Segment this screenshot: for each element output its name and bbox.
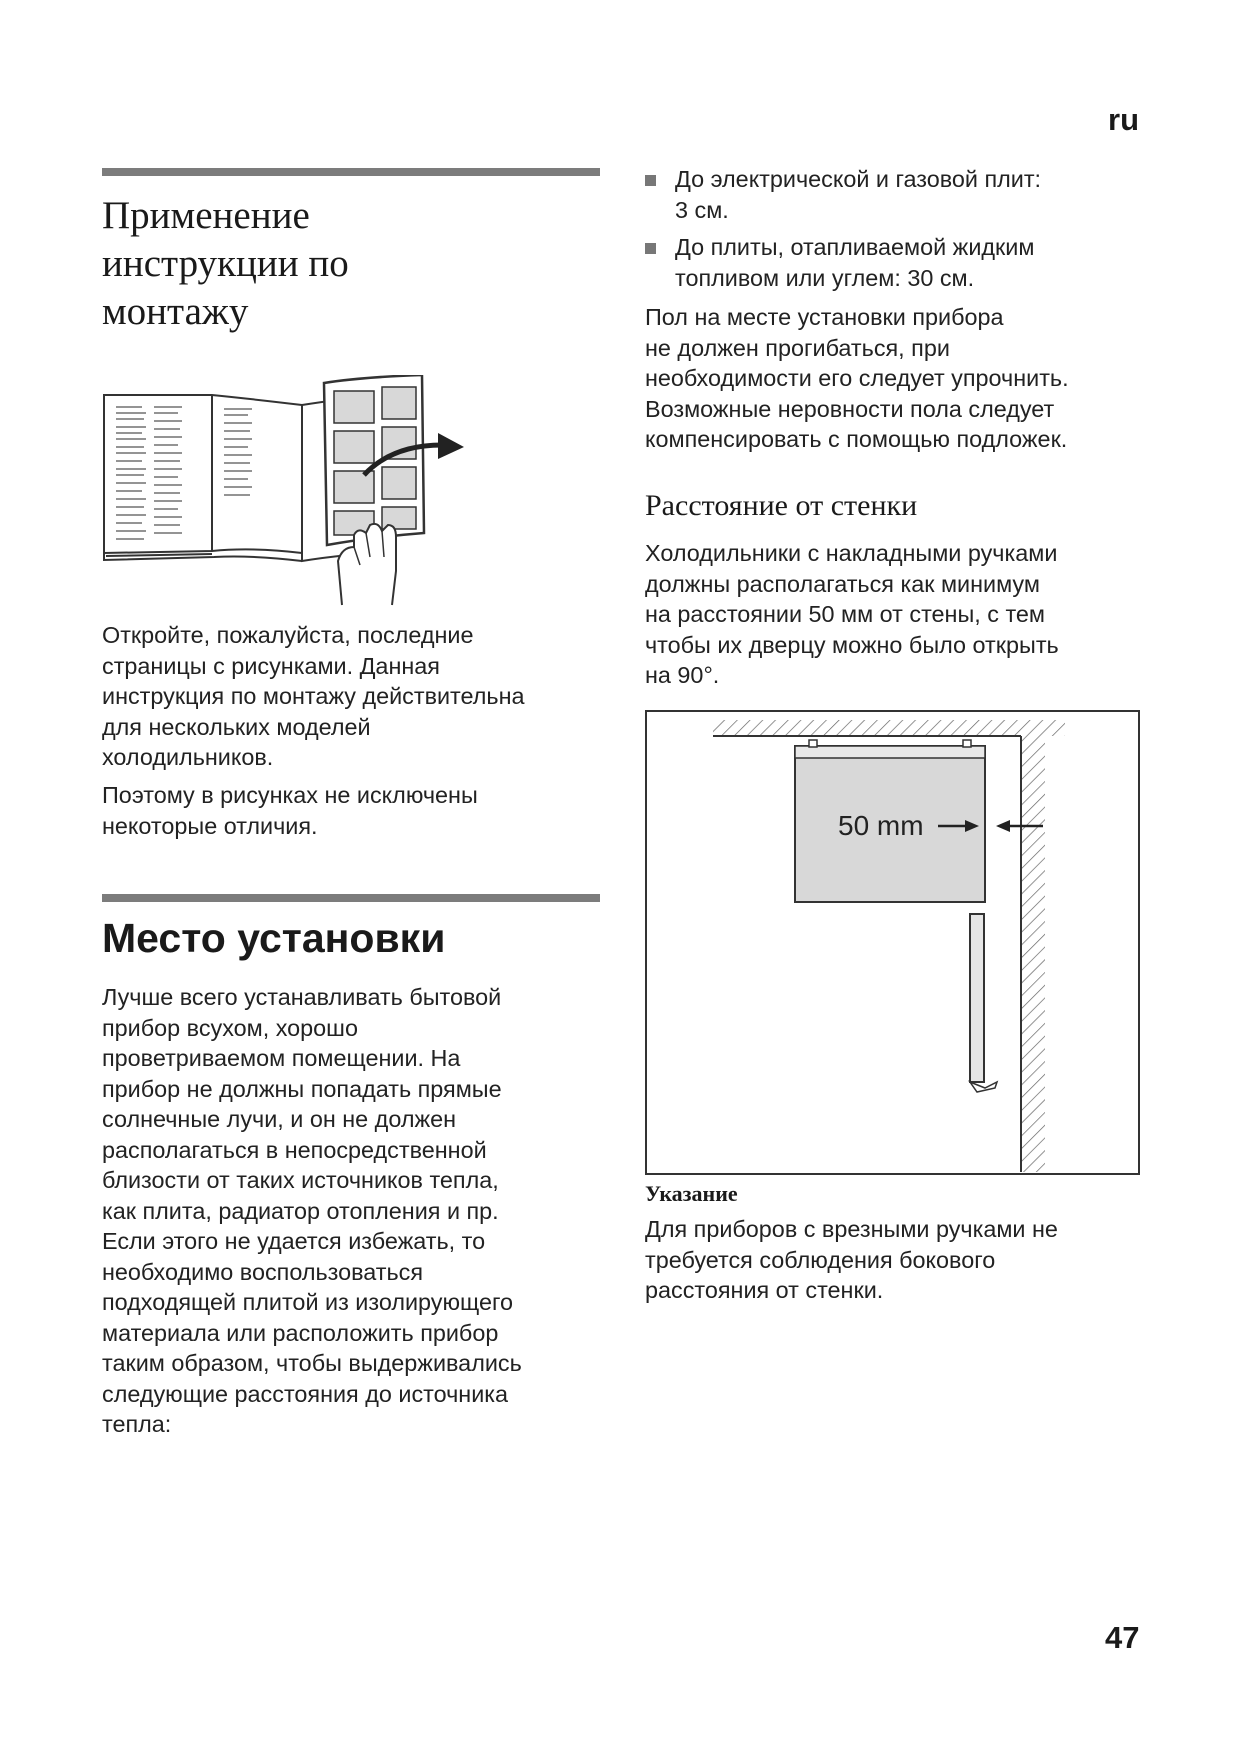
text-line: Для приборов с врезными ручками не (645, 1216, 1058, 1242)
text-line: 3 см. (675, 196, 729, 223)
subsection-title-wall-distance: Расстояние от стенки (645, 489, 918, 522)
paragraph-installation-location (102, 982, 602, 1440)
section-title-installation-place: Место установки (102, 915, 446, 961)
paragraph-floor (645, 302, 1145, 455)
title-line: монтажу (102, 290, 249, 333)
text-line: проветриваемом помещении. На (102, 1045, 461, 1071)
text-line: располагаться в непосредственной (102, 1136, 487, 1163)
text-line: Возможные неровности пола следует (645, 395, 1055, 422)
paragraph-wall-distance (645, 538, 1145, 691)
fridge-hinge (809, 740, 817, 747)
wall-top-hatch (713, 720, 1065, 736)
text-line: холодильников. (102, 744, 274, 770)
text-line: тепла: (102, 1411, 172, 1437)
text-line: До плиты, отапливаемой жидким (675, 234, 1035, 260)
text-line: прибор всухом, хорошо (102, 1014, 358, 1041)
text-line: на расстоянии 50 мм от стены, с тем (645, 601, 1046, 627)
distance-label: 50 mm (838, 810, 924, 841)
list-item-text (675, 164, 1145, 225)
text-line: для нескольких моделей (102, 713, 371, 740)
title-line: инструкции по (102, 242, 349, 285)
fridge-hinge (963, 740, 971, 747)
text-line: некоторые отличия. (102, 812, 318, 839)
text-line: необходимости его следует упрочнить. (645, 365, 1069, 391)
section-rule-installation (102, 894, 600, 902)
text-line: инструкция по монтажу действительна (102, 683, 525, 709)
list-item-distance-fuel-stove (645, 232, 1145, 294)
text-line: не должен прогибаться, при (645, 334, 950, 361)
text-line: требуется соблюдения бокового (645, 1246, 996, 1273)
text-line: Поэтому в рисунках не исключены (102, 782, 478, 808)
note-title: Указание (645, 1181, 738, 1206)
list-item-distance-stove (645, 164, 1145, 226)
text-line: солнечные лучи, и он не должен (102, 1106, 457, 1132)
text-line: Холодильники с накладными ручками (645, 540, 1058, 566)
page-number: 47 (1105, 1620, 1140, 1655)
page-language-label: ru (1108, 102, 1139, 137)
section-title-instruction-use (102, 192, 349, 336)
bullet-square-icon (645, 175, 656, 186)
text-line: расстояния от стенки. (645, 1277, 884, 1303)
open-manual-illustration (102, 375, 482, 610)
text-line: материала или расположить прибор (102, 1319, 499, 1346)
list-item-text (675, 232, 1145, 293)
bullet-square-icon (645, 243, 656, 254)
paragraph-open-last-pages (102, 620, 602, 773)
fridge-door-open (970, 914, 984, 1082)
text-line: Если этого не удается избежать, то (102, 1228, 486, 1254)
paragraph-differences (102, 780, 602, 841)
title-line: Применение (102, 194, 310, 237)
text-line: на 90°. (645, 662, 720, 688)
text-line: Откройте, пожалуйста, последние (102, 622, 474, 648)
text-line: До электрической и газовой плит: (675, 166, 1042, 192)
wall-distance-diagram (645, 710, 1141, 1176)
wall-side-hatch (1021, 736, 1045, 1172)
text-line: близости от таких источников тепла, (102, 1167, 499, 1193)
paragraph-note (645, 1214, 1145, 1306)
text-line: следующие расстояния до источника (102, 1380, 509, 1407)
text-line: таким образом, чтобы выдерживались (102, 1350, 522, 1376)
text-line: должны располагаться как минимум (645, 570, 1040, 597)
text-line: прибор не должны попадать прямые (102, 1075, 502, 1102)
text-line: топливом или углем: 30 см. (675, 264, 975, 291)
text-line: чтобы их дверцу можно было открыть (645, 631, 1059, 658)
text-line: необходимо воспользоваться (102, 1258, 424, 1285)
text-line: компенсировать с помощью подложек. (645, 426, 1068, 452)
text-line: подходящей плитой из изолирующего (102, 1289, 514, 1315)
text-line: Лучше всего устанавливать бытовой (102, 984, 502, 1010)
text-line: страницы с рисунками. Данная (102, 652, 440, 679)
text-line: Пол на месте установки прибора (645, 304, 1004, 330)
fridge-top-strip (795, 746, 985, 758)
section-rule-top (102, 168, 600, 176)
text-line: как плита, радиатор отопления и пр. (102, 1197, 499, 1224)
